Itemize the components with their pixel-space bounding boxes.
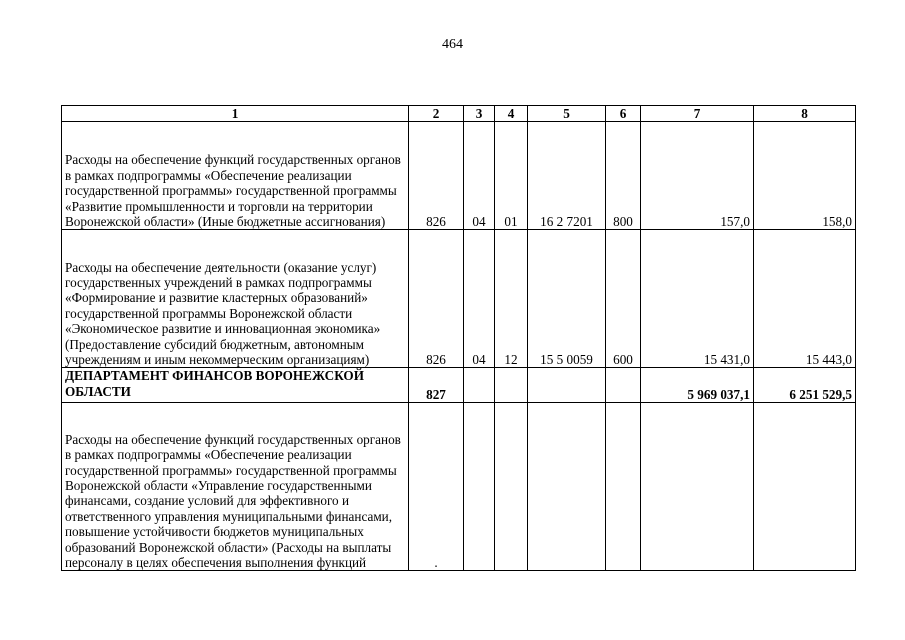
cell-type	[606, 403, 641, 571]
header-col-7: 7	[641, 106, 754, 122]
cell-target	[528, 403, 606, 571]
cell-code: 827	[409, 368, 464, 403]
cell-target: 16 2 7201	[528, 122, 606, 230]
header-col-3: 3	[464, 106, 495, 122]
page-number: 464	[442, 37, 463, 52]
cell-type	[606, 368, 641, 403]
header-col-4: 4	[495, 106, 528, 122]
cell-subsection	[495, 403, 528, 571]
cell-section	[464, 403, 495, 571]
table-row	[62, 403, 856, 571]
header-col-6: 6	[606, 106, 641, 122]
cell-amount-1: 15 431,0	[641, 230, 754, 368]
cell-code: 826	[409, 122, 464, 230]
cell-type: 600	[606, 230, 641, 368]
cell-code	[409, 403, 464, 571]
header-row	[62, 106, 856, 122]
cell-section: 04	[464, 122, 495, 230]
cell-code-mark: .	[434, 555, 438, 570]
cell-section	[464, 368, 495, 403]
budget-table	[61, 105, 856, 571]
cell-amount-1	[641, 403, 754, 571]
cell-subsection: 12	[495, 230, 528, 368]
table-row	[62, 230, 856, 368]
cell-section: 04	[464, 230, 495, 368]
row-description: Расходы на обеспечение деятельности (оказание услуг) государственных учреждений в рамках подпрограммы «Формирование и развитие кластерных образований» государственной программы Воронежской области «Экономическое развитие и инновационная экономика» (Предоставление субсидий бюджетным, автономным учреждениям и иным некоммерческим организациям)	[62, 230, 409, 368]
cell-code: 826	[409, 230, 464, 368]
cell-amount-2	[754, 403, 856, 571]
cell-target	[528, 368, 606, 403]
header-col-2: 2	[409, 106, 464, 122]
cell-type: 800	[606, 122, 641, 230]
cell-amount-2: 15 443,0	[754, 230, 856, 368]
header-col-1: 1	[62, 106, 409, 122]
row-description: Расходы на обеспечение функций государственных органов в рамках подпрограммы «Обеспечение реализации государственной программы» государственной программы Воронежской области «Управление государственными финансами, создание условий для эффективного и ответственного управления муниципальными финансами, повышение устойчивости бюджетов муниципальных образований Воронежской области» (Расходы на выплаты персоналу в целях обеспечения выполнения функций	[62, 403, 409, 571]
header-col-8: 8	[754, 106, 856, 122]
cell-subsection: 01	[495, 122, 528, 230]
cell-amount-2: 158,0	[754, 122, 856, 230]
row-description: Расходы на обеспечение функций государственных органов в рамках подпрограммы «Обеспечение реализации государственной программы» государственной программы «Развитие промышленности и торговли на территории Воронежской области» (Иные бюджетные ассигнования)	[62, 122, 409, 230]
table-row-department	[62, 368, 856, 403]
header-col-5: 5	[528, 106, 606, 122]
cell-amount-2: 6 251 529,5	[754, 368, 856, 403]
cell-subsection	[495, 368, 528, 403]
table-row	[62, 122, 856, 230]
department-title: ДЕПАРТАМЕНТ ФИНАНСОВ ВОРОНЕЖСКОЙ ОБЛАСТИ	[62, 368, 409, 403]
cell-amount-1: 157,0	[641, 122, 754, 230]
cell-target: 15 5 0059	[528, 230, 606, 368]
cell-amount-1: 5 969 037,1	[641, 368, 754, 403]
